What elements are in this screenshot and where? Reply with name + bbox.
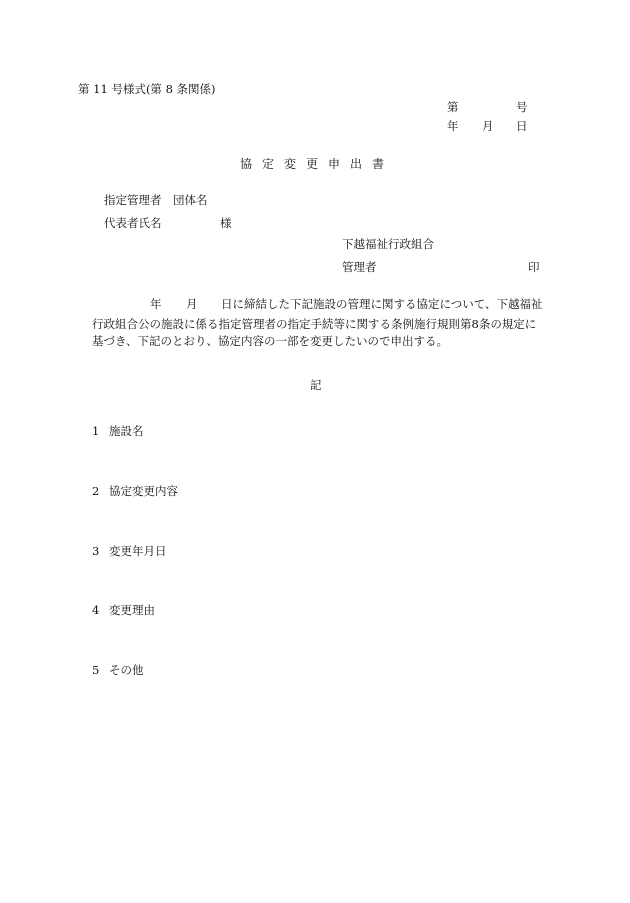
body-month: 月: [186, 297, 198, 311]
addressee-honorific: 様: [220, 216, 232, 230]
item-2-number: 2: [92, 484, 100, 498]
ki-heading: 記: [310, 378, 322, 392]
date-month: 月: [482, 119, 494, 133]
item-3-label: 変更年月日: [109, 544, 167, 558]
item-4-number: 4: [92, 603, 100, 617]
date-day: 日: [516, 119, 528, 133]
body-line-3: 基づき、下記のとおり、協定内容の一部を変更したいので申出する。: [92, 334, 449, 348]
body-line-1: 日に締結した下記施設の管理に関する協定について、下越福祉: [221, 297, 543, 311]
doc-number-prefix: 第: [447, 100, 459, 114]
item-1-number: 1: [92, 424, 100, 438]
addressee-org: 指定管理者 団体名: [104, 193, 208, 207]
sender-seal: 印: [528, 260, 540, 274]
sender-role: 管理者: [342, 260, 377, 274]
date-year: 年: [447, 119, 459, 133]
sender-org: 下越福祉行政組合: [342, 237, 434, 251]
item-5-number: 5: [92, 663, 100, 677]
item-1-label: 施設名: [109, 424, 144, 438]
item-4-label: 変更理由: [109, 603, 155, 617]
body-year: 年: [150, 297, 162, 311]
item-5-label: その他: [109, 663, 144, 677]
addressee-rep-label: 代表者氏名: [104, 216, 162, 230]
body-line-2: 行政組合公の施設に係る指定管理者の指定手続等に関する条例施行規則第8条の規定に: [92, 317, 537, 331]
item-2-label: 協定変更内容: [109, 484, 178, 498]
form-number: 第 11 号様式(第 8 条関係): [78, 82, 216, 96]
doc-number-suffix: 号: [516, 100, 528, 114]
page-title: 協定変更申出書: [240, 157, 395, 171]
item-3-number: 3: [92, 544, 100, 558]
